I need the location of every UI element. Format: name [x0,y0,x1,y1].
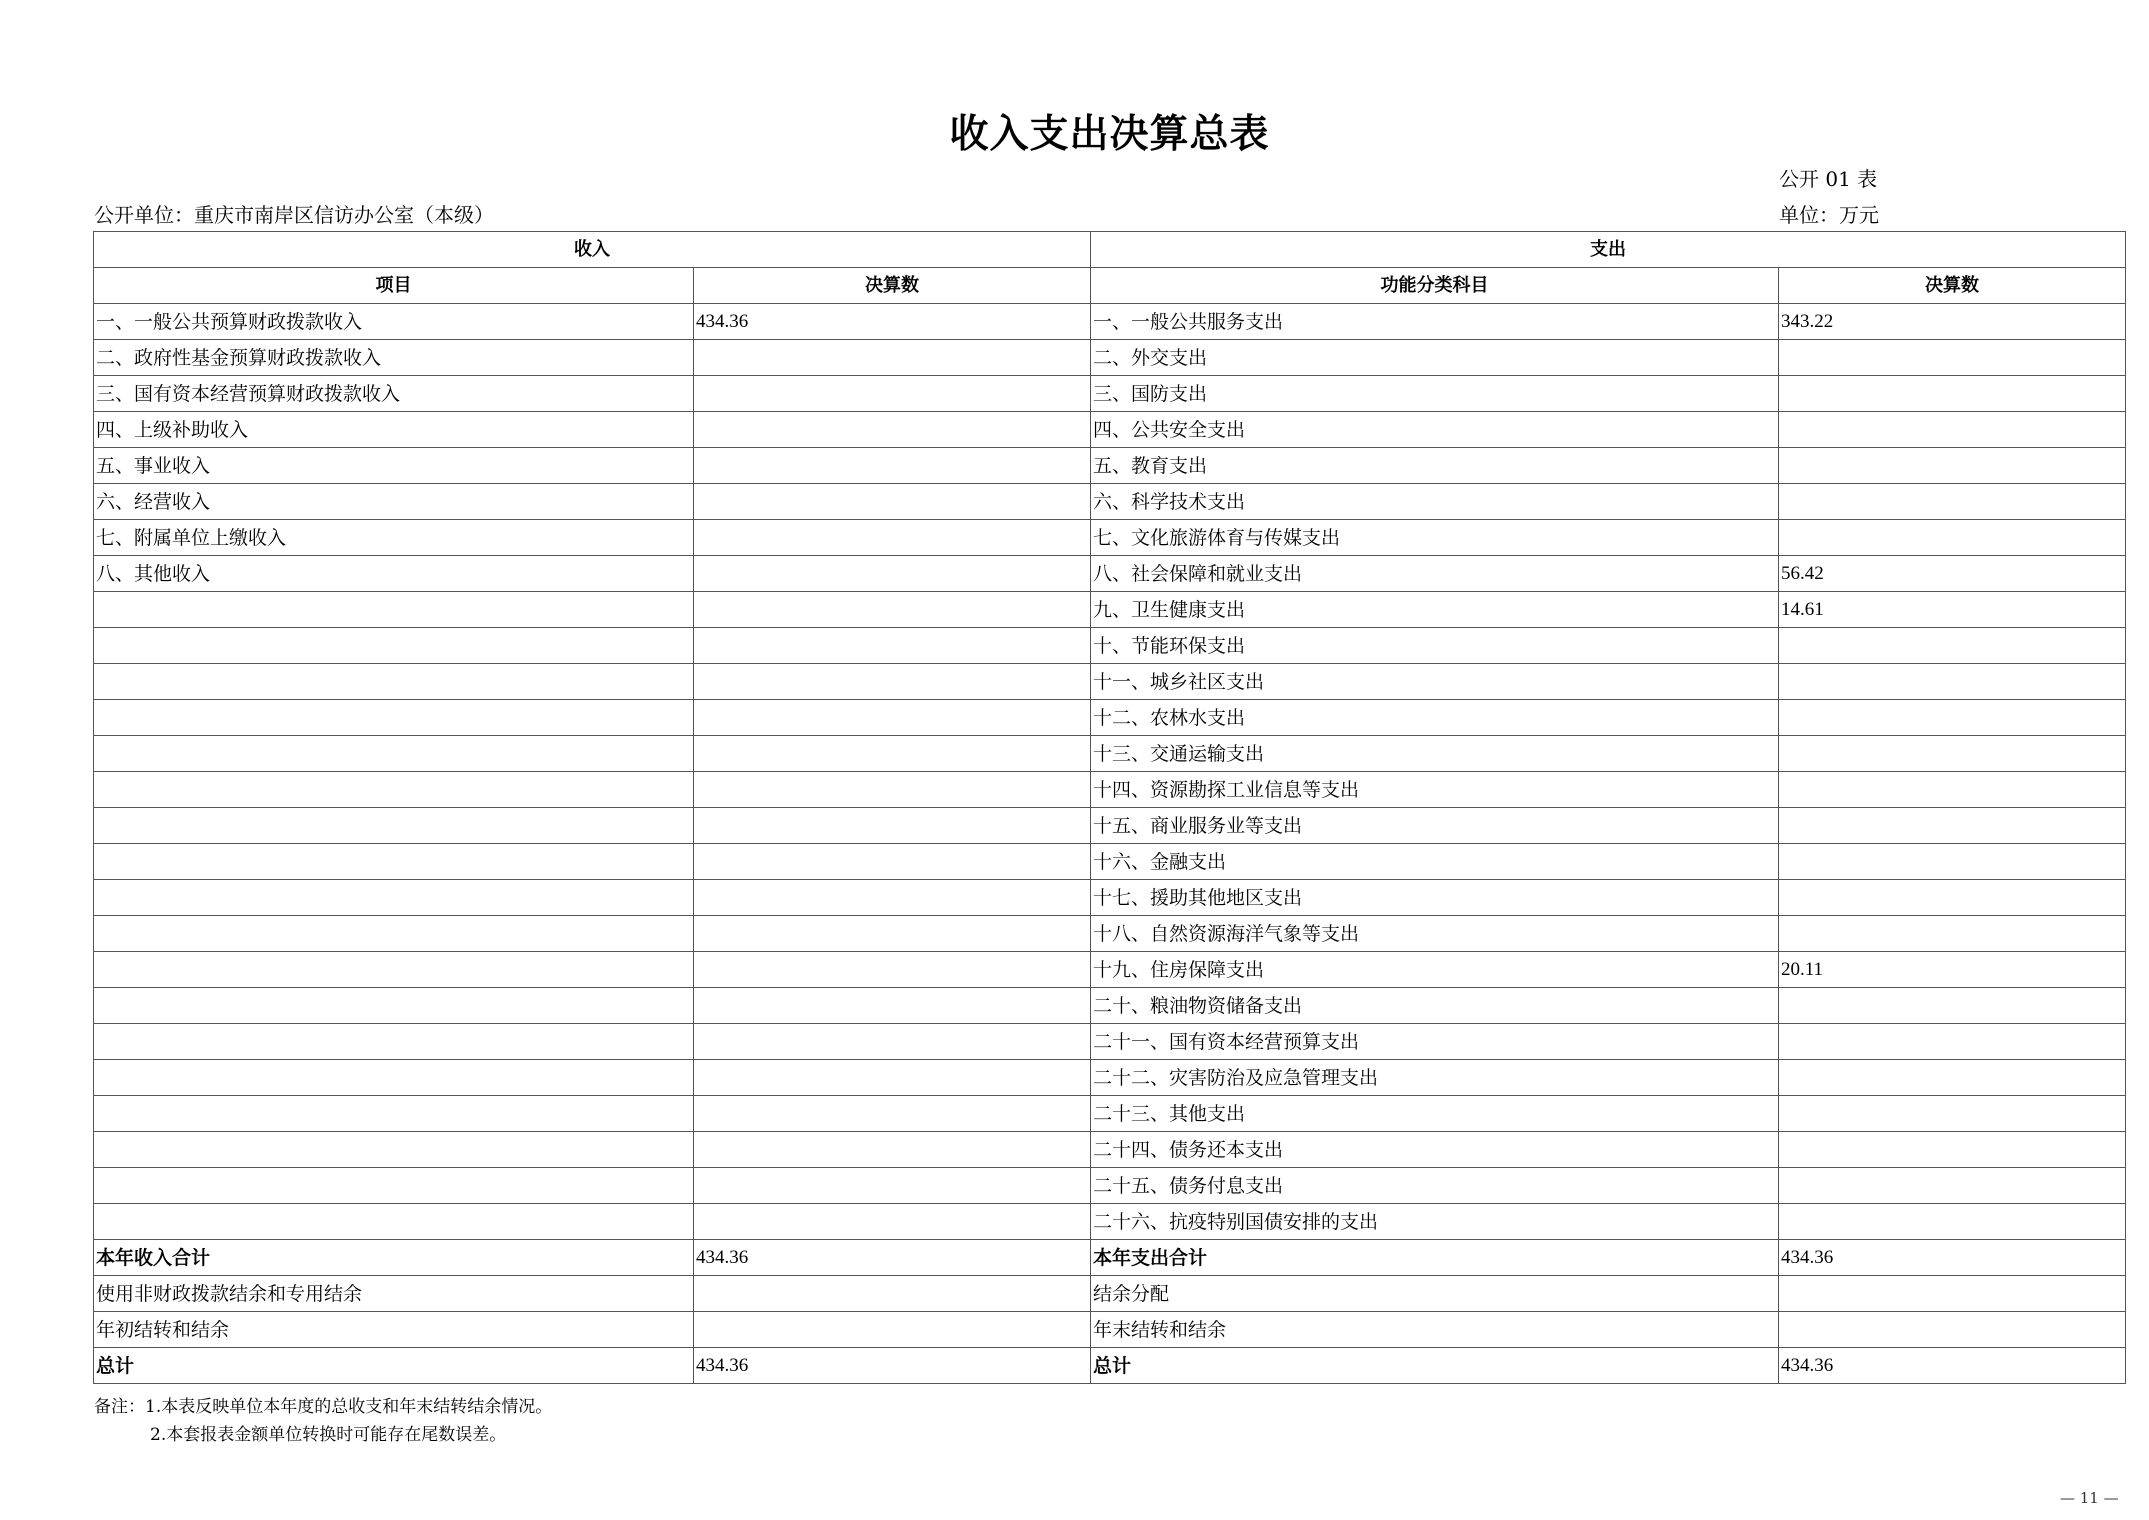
income-item-cell [94,736,694,772]
table-row [94,484,2126,520]
expense-item-cell: 十八、自然资源海洋气象等支出 [1091,916,1779,952]
table-row [94,1240,2126,1276]
table-row [94,1204,2126,1240]
income-amount-cell [694,520,1091,556]
expense-item-cell: 七、文化旅游体育与传媒支出 [1091,520,1779,556]
income-amount-cell: 434.36 [694,1348,1091,1384]
income-item-cell: 本年收入合计 [94,1240,694,1276]
income-amount-cell [694,448,1091,484]
table-row [94,520,2126,556]
expense-item-cell: 十七、援助其他地区支出 [1091,880,1779,916]
expense-item-cell: 十五、商业服务业等支出 [1091,808,1779,844]
income-amount-header: 决算数 [694,268,1091,304]
table-row [94,1060,2126,1096]
table-row [94,1276,2126,1312]
table-row [94,1312,2126,1348]
income-header: 收入 [94,232,1091,268]
income-amount-cell [694,1096,1091,1132]
income-amount-cell [694,1060,1091,1096]
table-row [94,376,2126,412]
expense-item-cell: 十二、农林水支出 [1091,700,1779,736]
income-item-cell [94,772,694,808]
money-unit: 单位：万元 [1779,203,1879,227]
income-amount-cell [694,1024,1091,1060]
table-row [94,988,2126,1024]
income-item-cell [94,880,694,916]
expense-amount-cell [1779,1060,2126,1096]
expense-amount-cell: 434.36 [1779,1240,2126,1276]
income-item-cell: 五、事业收入 [94,448,694,484]
expense-item-cell: 十、节能环保支出 [1091,628,1779,664]
table-row [94,556,2126,592]
expense-item-cell: 本年支出合计 [1091,1240,1779,1276]
page-title: 收入支出决算总表 [949,112,1270,157]
expense-item-cell: 六、科学技术支出 [1091,484,1779,520]
budget-table [93,231,2126,1384]
table-row [94,808,2126,844]
expense-amount-cell [1779,988,2126,1024]
table-row [94,1024,2126,1060]
income-amount-cell: 434.36 [694,304,1091,340]
income-amount-cell [694,880,1091,916]
income-item-cell [94,808,694,844]
table-row [94,772,2126,808]
income-item-cell: 三、国有资本经营预算财政拨款收入 [94,376,694,412]
expense-item-cell: 八、社会保障和就业支出 [1091,556,1779,592]
reporting-unit: 公开单位：重庆市南岸区信访办公室（本级） [94,203,494,227]
expense-item-cell: 九、卫生健康支出 [1091,592,1779,628]
income-amount-cell [694,988,1091,1024]
table-row [94,304,2126,340]
income-item-cell: 二、政府性基金预算财政拨款收入 [94,340,694,376]
income-item-cell [94,664,694,700]
expense-item-header: 功能分类科目 [1091,268,1779,304]
table-row [94,448,2126,484]
table-row [94,1348,2126,1384]
expense-amount-cell [1779,1204,2126,1240]
table-row [94,952,2126,988]
income-item-cell: 八、其他收入 [94,556,694,592]
income-item-cell [94,916,694,952]
income-amount-cell [694,1132,1091,1168]
income-amount-cell: 434.36 [694,1240,1091,1276]
expense-amount-cell [1779,340,2126,376]
income-amount-cell [694,844,1091,880]
income-item-cell [94,844,694,880]
income-amount-cell [694,628,1091,664]
expense-amount-cell [1779,700,2126,736]
income-amount-cell [694,340,1091,376]
expense-amount-cell: 14.61 [1779,592,2126,628]
expense-item-cell: 二十一、国有资本经营预算支出 [1091,1024,1779,1060]
table-row [94,340,2126,376]
section-header-row [94,232,2126,268]
expense-item-cell: 十四、资源勘探工业信息等支出 [1091,772,1779,808]
expense-amount-cell [1779,1024,2126,1060]
expense-item-cell: 二十四、债务还本支出 [1091,1132,1779,1168]
income-item-cell [94,700,694,736]
expense-item-cell: 总计 [1091,1348,1779,1384]
note-1: 备注：1.本表反映单位本年度的总收支和年末结转结余情况。 [94,1397,553,1417]
expense-item-cell: 结余分配 [1091,1276,1779,1312]
expense-amount-cell [1779,448,2126,484]
income-amount-cell [694,1204,1091,1240]
income-amount-cell [694,412,1091,448]
expense-amount-cell [1779,628,2126,664]
income-amount-cell [694,484,1091,520]
expense-amount-cell [1779,520,2126,556]
income-item-cell [94,1132,694,1168]
table-row [94,1132,2126,1168]
expense-amount-cell: 434.36 [1779,1348,2126,1384]
table-row [94,844,2126,880]
income-item-cell [94,1096,694,1132]
table-row [94,1168,2126,1204]
expense-item-cell: 十一、城乡社区支出 [1091,664,1779,700]
income-item-cell: 总计 [94,1348,694,1384]
expense-amount-cell [1779,916,2126,952]
income-amount-cell [694,1276,1091,1312]
expense-item-cell: 十九、住房保障支出 [1091,952,1779,988]
expense-item-cell: 二十六、抗疫特别国债安排的支出 [1091,1204,1779,1240]
income-amount-cell [694,664,1091,700]
expense-amount-cell [1779,1276,2126,1312]
notes [94,1393,552,1449]
table-row [94,628,2126,664]
expense-amount-cell [1779,772,2126,808]
expense-item-cell: 三、国防支出 [1091,376,1779,412]
table-row [94,664,2126,700]
income-item-cell [94,628,694,664]
expense-amount-cell [1779,1168,2126,1204]
expense-item-cell: 十三、交通运输支出 [1091,736,1779,772]
expense-amount-cell [1779,1132,2126,1168]
income-item-header: 项目 [94,268,694,304]
table-body [94,304,2126,1384]
form-number: 公开 01 表 [1779,167,1878,191]
expense-amount-cell [1779,880,2126,916]
expense-amount-cell [1779,376,2126,412]
income-amount-cell [694,916,1091,952]
income-item-cell: 使用非财政拨款结余和专用结余 [94,1276,694,1312]
income-item-cell [94,1168,694,1204]
expense-item-cell: 二、外交支出 [1091,340,1779,376]
income-amount-cell [694,556,1091,592]
expense-item-cell: 五、教育支出 [1091,448,1779,484]
expense-amount-cell [1779,484,2126,520]
income-amount-cell [694,1168,1091,1204]
expense-amount-cell [1779,412,2126,448]
income-item-cell: 年初结转和结余 [94,1312,694,1348]
income-amount-cell [694,700,1091,736]
expense-amount-cell: 56.42 [1779,556,2126,592]
income-amount-cell [694,1312,1091,1348]
income-amount-cell [694,736,1091,772]
income-item-cell [94,988,694,1024]
income-item-cell [94,1060,694,1096]
income-item-cell [94,1204,694,1240]
income-item-cell: 七、附属单位上缴收入 [94,520,694,556]
table-row [94,916,2126,952]
expense-item-cell: 二十三、其他支出 [1091,1096,1779,1132]
expense-item-cell: 一、一般公共服务支出 [1091,304,1779,340]
expense-amount-cell [1779,1312,2126,1348]
expense-amount-cell [1779,808,2126,844]
expense-item-cell: 二十、粮油物资储备支出 [1091,988,1779,1024]
table-row [94,736,2126,772]
expense-amount-cell [1779,664,2126,700]
table-row [94,1096,2126,1132]
income-amount-cell [694,808,1091,844]
income-amount-cell [694,592,1091,628]
note-2: 2.本套报表金额单位转换时可能存在尾数误差。 [150,1425,507,1445]
income-item-cell [94,592,694,628]
expense-amount-cell [1779,844,2126,880]
table-row [94,880,2126,916]
expense-item-cell: 年末结转和结余 [1091,1312,1779,1348]
income-item-cell: 四、上级补助收入 [94,412,694,448]
income-item-cell: 六、经营收入 [94,484,694,520]
income-amount-cell [694,772,1091,808]
income-item-cell [94,1024,694,1060]
expense-amount-header: 决算数 [1779,268,2126,304]
income-item-cell [94,952,694,988]
income-amount-cell [694,376,1091,412]
income-item-cell: 一、一般公共预算财政拨款收入 [94,304,694,340]
table-row [94,700,2126,736]
column-header-row [94,268,2126,304]
expense-item-cell: 二十五、债务付息支出 [1091,1168,1779,1204]
table-row [94,592,2126,628]
expense-amount-cell [1779,1096,2126,1132]
expense-amount-cell: 343.22 [1779,304,2126,340]
table-row [94,412,2126,448]
page-number: — 11 — [2060,1489,2119,1507]
expense-amount-cell [1779,736,2126,772]
expense-item-cell: 四、公共安全支出 [1091,412,1779,448]
income-amount-cell [694,952,1091,988]
expense-amount-cell: 20.11 [1779,952,2126,988]
expense-item-cell: 十六、金融支出 [1091,844,1779,880]
expense-header: 支出 [1091,232,2126,268]
expense-item-cell: 二十二、灾害防治及应急管理支出 [1091,1060,1779,1096]
